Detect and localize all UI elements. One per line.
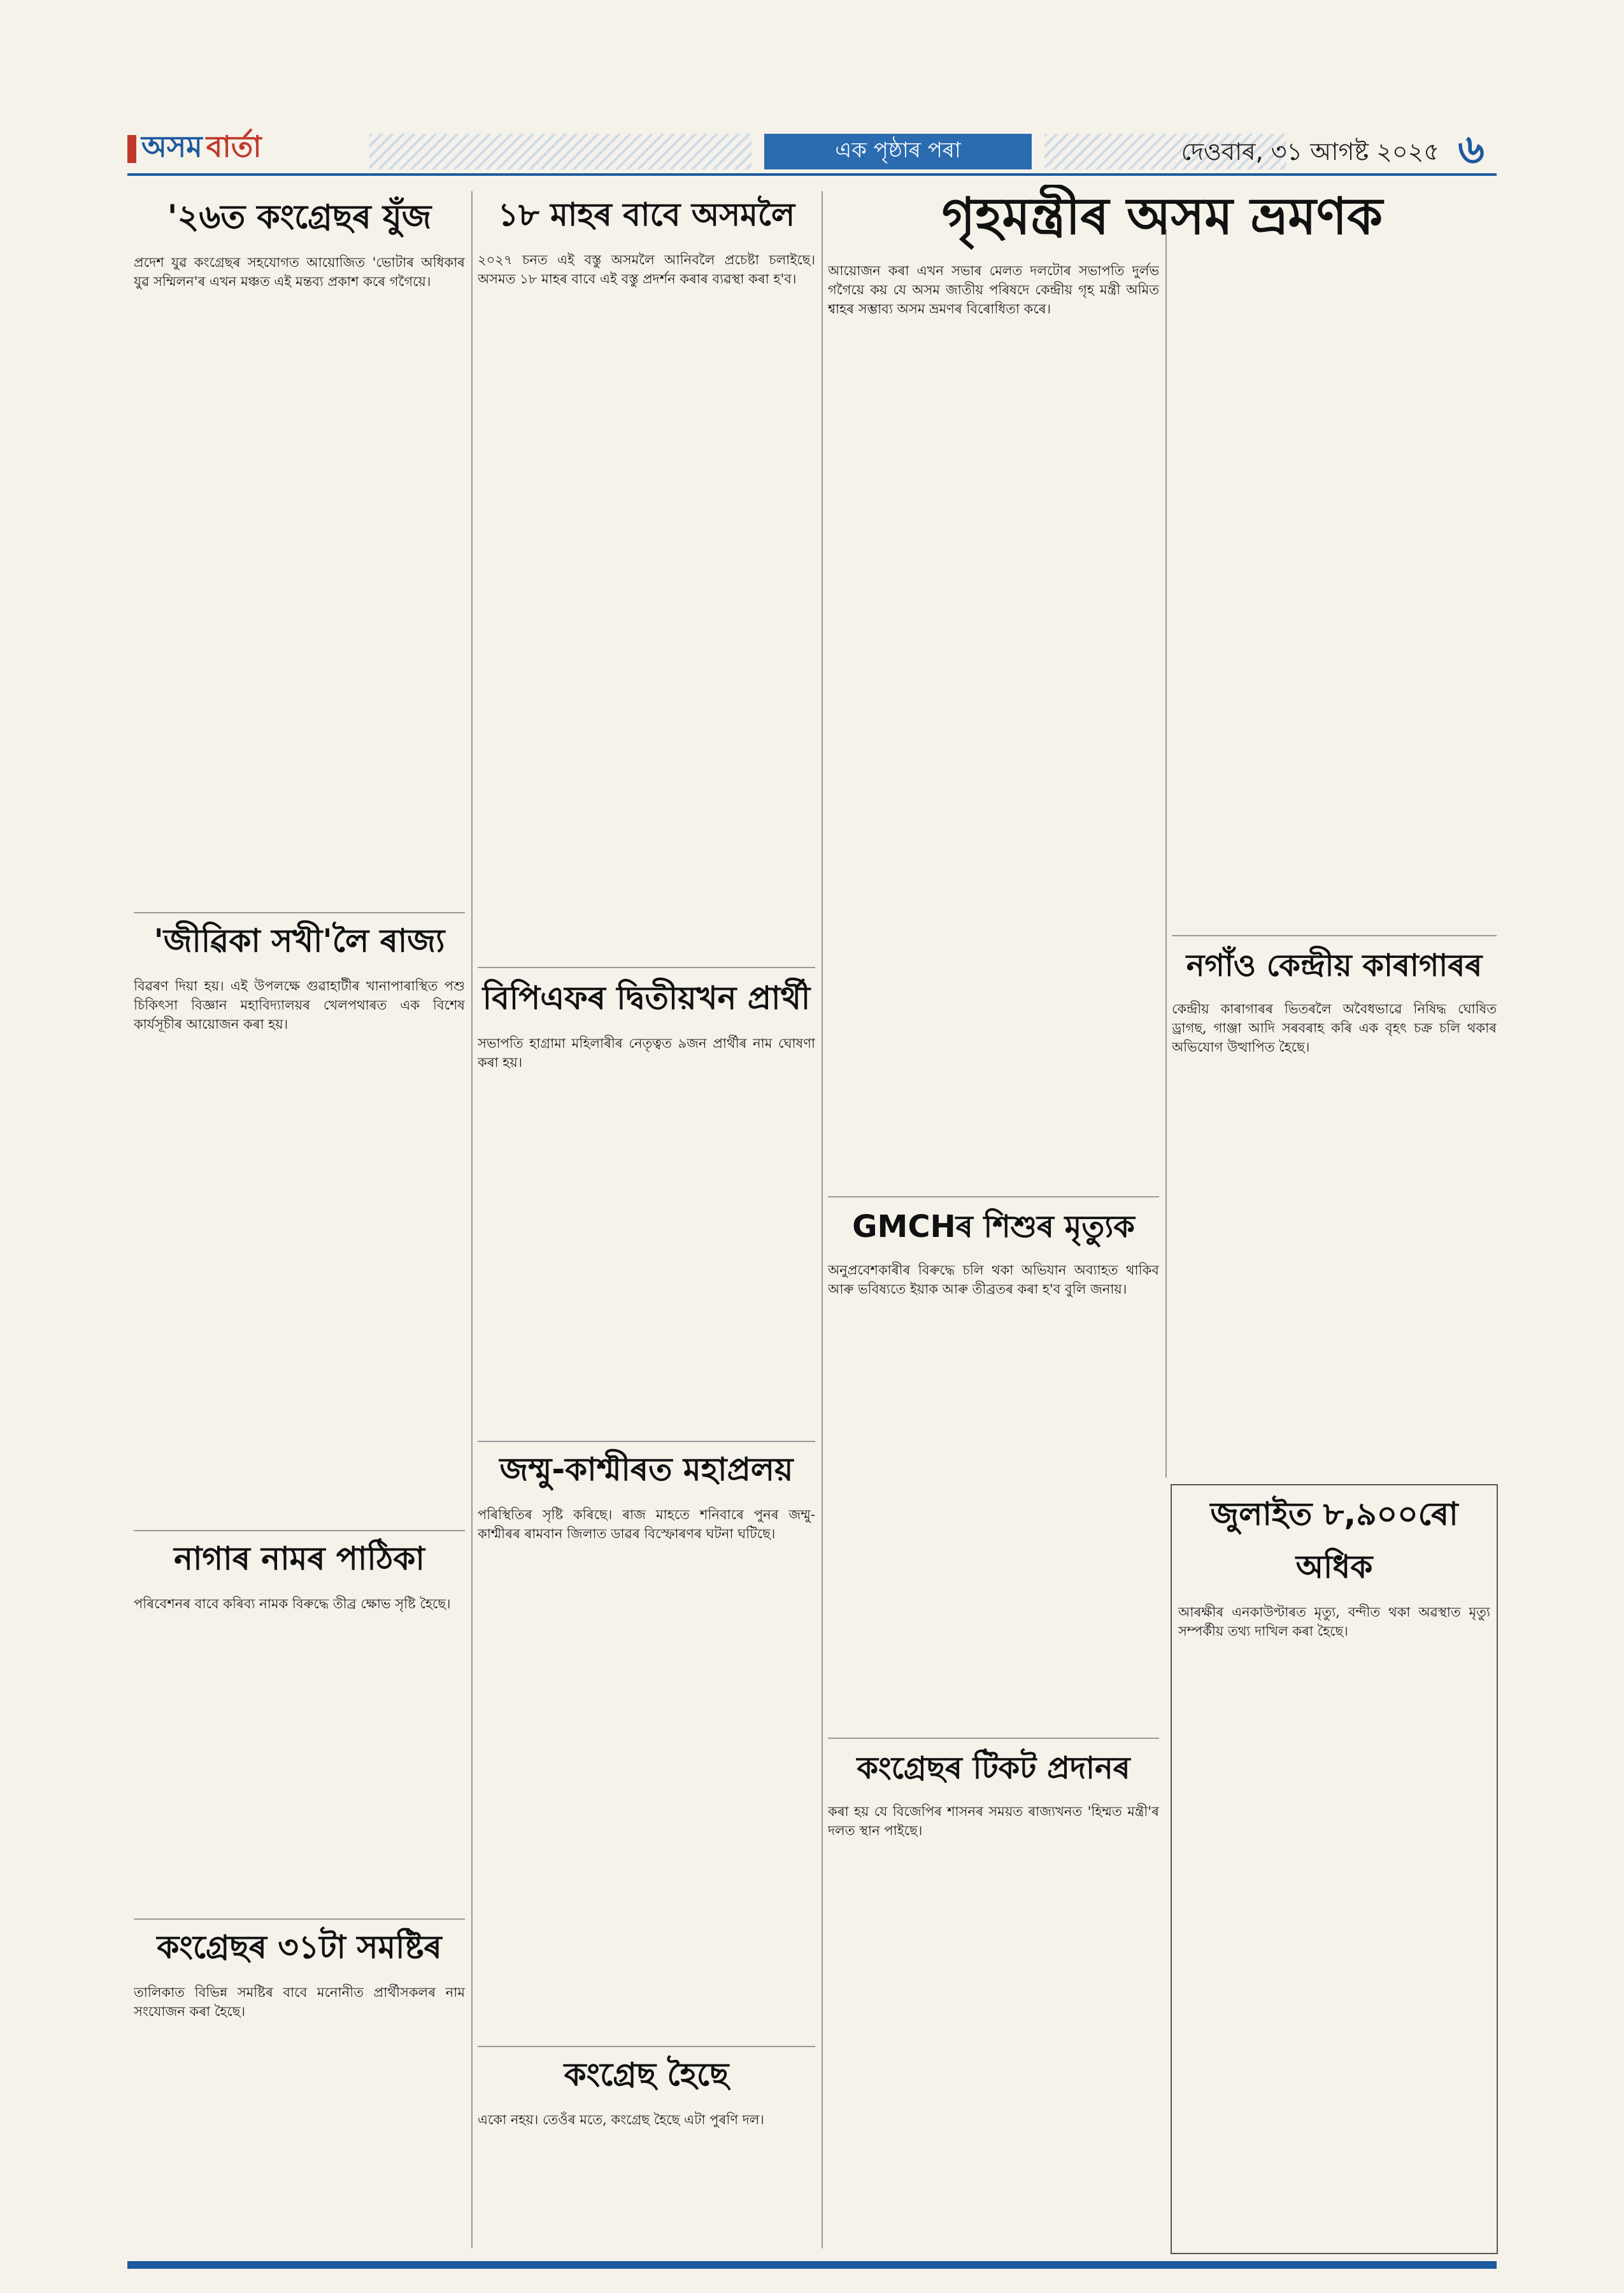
article-july-8900 xyxy=(1178,1490,1490,2245)
date-line: দেওবাৰ, ৩১ আগষ্ট ২০২৫ xyxy=(1181,138,1439,166)
article-jeevika xyxy=(134,917,465,1529)
lead-headline: গৃহমন্ত্ৰীৰ অসম ভ্ৰমণক xyxy=(941,187,1383,246)
article-gmch xyxy=(828,1204,1159,1732)
article-ticket xyxy=(828,1745,1159,2255)
article-congress-war xyxy=(134,191,465,911)
newspaper-logo xyxy=(127,130,318,168)
article-lead: আৰক্ষীৰ এনকাউণ্টাৰত মৃত্যু, বন্দীত থকা অৱস্থাত মৃত্যু সম্পৰ্কীয় তথ্য দাখিল কৰা হৈছে। xyxy=(1178,1604,1490,1639)
article-18-months xyxy=(478,191,815,955)
lead-headline-block xyxy=(828,185,1497,255)
article-lead: ২০২৭ চনত এই বস্তু অসমলৈ আনিবলৈ প্ৰচেষ্টা চলাইছে। অসমত ১৮ মাহৰ বাবে এই বস্তু প্ৰদৰ্শন কৰাৰ ব্যৱস্থা কৰা হ'ব। xyxy=(478,252,815,287)
headline: কংগ্ৰেছৰ ৩১টা সমষ্টিৰ xyxy=(157,1929,442,1966)
section-label: এক পৃষ্ঠাৰ পৰা xyxy=(764,134,1032,169)
column-divider xyxy=(1165,229,1167,1478)
article-lead: কৰা হয় যে বিজেপিৰ শাসনৰ সময়ত ৰাজ্যখনত 'হিম্মত মন্ত্ৰী'ৰ দলত স্থান পাইছে। xyxy=(828,1804,1159,1838)
article-lead: একো নহয়। তেওঁৰ মতে, কংগ্ৰেছ হৈছে এটা পুৰণি দল। xyxy=(478,2112,764,2127)
section-divider xyxy=(134,1918,465,1920)
headline: নগাঁও কেন্দ্ৰীয় কাৰাগাৰৰ xyxy=(1186,948,1483,983)
article-lead: বিৱৰণ দিয়া হয়। এই উপলক্ষে গুৱাহাটীৰ খানাপাৰাস্থিত পশু চিকিৎসা বিজ্ঞান মহাবিদ্যালয়ৰ খেলপথাৰত এক বিশেষ কাৰ্যসূচীৰ আয়োজন কৰা হয়। xyxy=(134,978,465,1032)
article-naga-name xyxy=(134,1535,465,1917)
section-divider xyxy=(478,1441,815,1442)
section-divider xyxy=(134,912,465,913)
article-lead: প্ৰদেশ যুৱ কংগ্ৰেছৰ সহযোগত আয়োজিত 'ভোটাৰ অধিকাৰ যুৱ সম্মিলন'ৰ এখন মঞ্চত এই মন্তব্য প্ৰকাশ কৰে গগৈয়ে। xyxy=(134,255,465,289)
article-lead: পৰিবেশনৰ বাবে কৰিব্য নামক বিৰুদ্ধে তীব্ৰ ক্ষোভ সৃষ্টি হৈছে। xyxy=(134,1596,451,1611)
header-rule xyxy=(127,173,1497,176)
article-jammu-kashmir xyxy=(478,1446,815,2045)
article-congress-hoise xyxy=(478,2051,815,2255)
logo-part2: বাৰ্তা xyxy=(206,129,262,164)
article-congress-31 xyxy=(134,1924,465,2255)
article-lead: আয়োজন কৰা এখন সভাৰ মেলত দলটোৰ সভাপতি দুৰ্লভ গগৈয়ে কয় যে অসম জাতীয় পৰিষদে কেন্দ্ৰীয় গৃহ মন্ত্ৰী অমিত শ্বাহৰ সম্ভাব্য অসম ভ্ৰমণৰ বিৰোধিতা কৰে। xyxy=(828,263,1159,317)
section-divider xyxy=(478,2046,815,2047)
section-divider xyxy=(828,1196,1159,1197)
headline: কংগ্ৰেছৰ টিকট প্ৰদানৰ xyxy=(857,1750,1130,1786)
article-lead: তালিকাত বিভিন্ন সমষ্টিৰ বাবে মনোনীত প্ৰাৰ্থীসকলৰ নাম সংযোজন কৰা হৈছে। xyxy=(134,1985,465,2019)
headline: নাগাৰ নামৰ পাঠিকা xyxy=(174,1540,425,1577)
headline: GMCHৰ শিশুৰ মৃত্যুক xyxy=(852,1209,1135,1245)
headline: জুলাইত ৮,৯০০ৰো অধিক xyxy=(1210,1496,1458,1585)
footer-rule xyxy=(127,2261,1497,2269)
headline: কংগ্ৰেছ হৈছে xyxy=(564,2056,729,2093)
article-home-minister-cont xyxy=(1172,261,1497,930)
masthead xyxy=(127,127,1497,178)
headline: জম্মু-কাশ্মীৰত মহাপ্ৰলয় xyxy=(499,1451,794,1488)
article-lead: অনুপ্ৰবেশকাৰীৰ বিৰুদ্ধে চলি থকা অভিযান অব্যাহত থাকিব আৰু ভবিষ্যতে ইয়াক আৰু তীব্ৰতৰ কৰা হ'ব বুলি জনায়। xyxy=(828,1262,1159,1297)
section-divider xyxy=(478,967,815,968)
section-divider xyxy=(1172,935,1497,936)
headline: বিপিএফৰ দ্বিতীয়খন প্ৰাৰ্থী xyxy=(482,980,811,1017)
article-bpf-second xyxy=(478,975,815,1439)
section-divider xyxy=(828,1738,1159,1739)
logo-part1: অসম xyxy=(141,129,203,164)
headline: 'জীৱিকা সখী'লৈ ৰাজ্য xyxy=(153,922,445,959)
article-nagaon-jail xyxy=(1172,943,1497,1478)
header-hatch-left xyxy=(369,134,751,169)
headline: ১৮ মাহৰ বাবে অসমলৈ xyxy=(497,196,795,233)
column-divider xyxy=(471,191,473,2248)
page-number: ৬ xyxy=(1458,126,1485,173)
article-home-minister xyxy=(828,261,1159,1191)
article-lead: পৰিস্থিতিৰ সৃষ্টি কৰিছে। ৰাজ মাহতে শনিবাৰে পুনৰ জম্মু-কাশ্মীৰৰ ৰামবান জিলাত ডাৱৰ বিস্ফোৰণৰ ঘটনা ঘটিছে। xyxy=(478,1507,815,1541)
headline: '২৬ত কংগ্ৰেছৰ যুঁজ xyxy=(167,198,432,236)
section-divider xyxy=(134,1530,465,1531)
column-divider xyxy=(822,191,823,2248)
article-lead: সভাপতি হাগ্ৰামা মহিলাৰীৰ নেতৃত্বত ৯জন প্ৰাৰ্থীৰ নাম ঘোষণা কৰা হয়। xyxy=(478,1036,815,1070)
article-lead: কেন্দ্ৰীয় কাৰাগাৰৰ ভিতৰলৈ অবৈধভাৱে নিষিদ্ধ ঘোষিত ড্ৰাগছ, গাঞ্জা আদি সৰবৰাহ কৰি এক বৃহৎ চক্ৰ চলি থকাৰ অভিযোগ উত্থাপিত হৈছে। xyxy=(1172,1001,1497,1055)
